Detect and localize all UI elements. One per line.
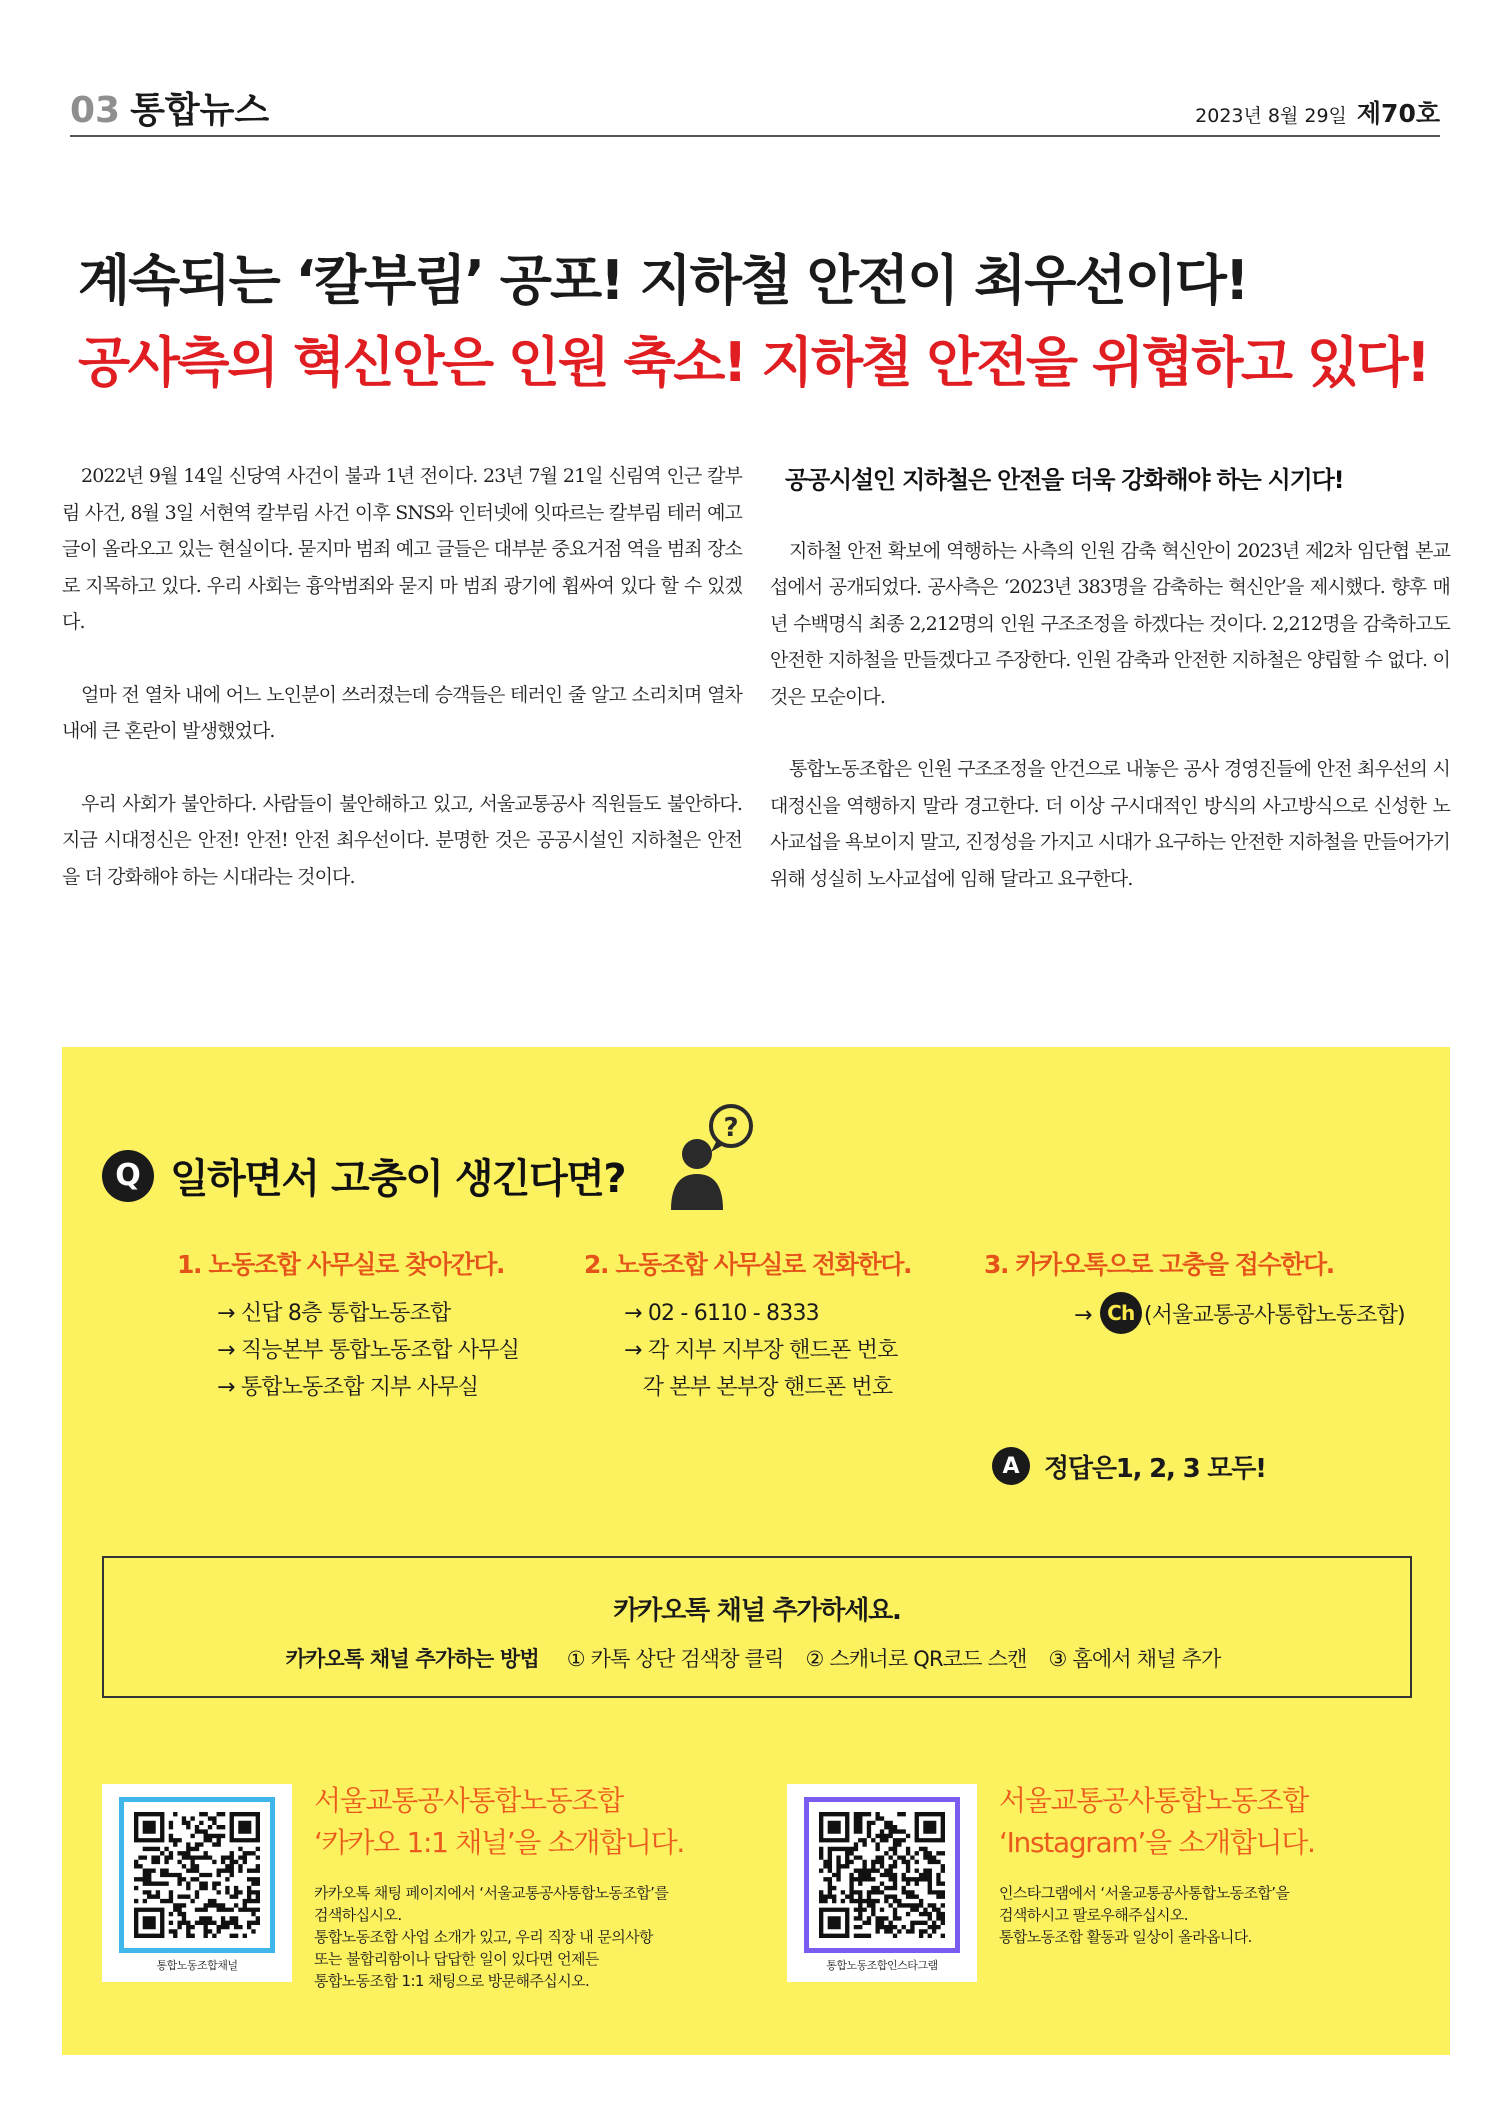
- info-line: 검색하십시오.: [314, 1906, 402, 1924]
- kakao-guide-label: 카카오톡 채널 추가하는 방법: [285, 1647, 539, 1671]
- issue-number: 제70호: [1356, 99, 1440, 128]
- method-visit-office: [177, 1245, 519, 1406]
- article-right-column: [770, 458, 1450, 933]
- info-line: 인스타그램에서 ‘서울교통공사통합노동조합’을: [999, 1884, 1290, 1902]
- a-badge: A: [992, 1447, 1030, 1485]
- info-body: [314, 1882, 684, 1992]
- kakao-guide-step: ① 카톡 상단 검색창 클릭: [566, 1647, 784, 1671]
- person-question-icon: [667, 1102, 759, 1214]
- page-header-section: [70, 82, 269, 133]
- page-number: 03: [70, 90, 121, 131]
- question-row: [102, 1147, 625, 1204]
- grievance-notice-box: [62, 1047, 1450, 2055]
- info-title: ‘카카오 1:1 채널’을 소개합니다.: [314, 1826, 684, 1859]
- headline-sub: 공사측의 혁신안은 인원 축소! 지하철 안전을 위협하고 있다!: [78, 331, 1429, 394]
- info-body: [999, 1882, 1315, 1948]
- header-divider: [70, 135, 1440, 137]
- method-item: → 신답 8층 통합노동조합: [217, 1301, 451, 1326]
- headline-main: 계속되는 ‘칼부림’ 공포! 지하철 안전이 최우선이다!: [78, 249, 1248, 312]
- answer-row: [992, 1447, 1266, 1485]
- article-paragraph: 지하철 안전 확보에 역행하는 사측의 인원 감축 혁신안이 2023년 제2차 임단협 본교섭에서 공개되었다. 공사측은 ‘2023년 383명을 감축하는 혁신안’을 제시했다. 향후 매년 수백명식 최종 2,212명의 인원 구조조정을 하겠다는 것이다. 2,212명을 감축하고도 안전한 지하철을 만들겠다고 주장한다. 인원 감축과 안전한 지하철은 양립할 수 없다. 이것은 모순이다.: [770, 539, 1450, 708]
- method-phone: [584, 1245, 911, 1406]
- kakao-guide-step: ② 스캐너로 QR코드 스캔: [805, 1647, 1027, 1671]
- kakao-channel-guide: [102, 1556, 1412, 1698]
- info-title: 서울교통공사통합노동조합: [314, 1784, 623, 1817]
- kakao-guide-steps: [104, 1643, 1410, 1673]
- kakao-guide-step: ③ 홈에서 채널 추가: [1048, 1647, 1221, 1671]
- qr-caption: 통합노동조합인스타그램: [826, 1959, 938, 1972]
- article-paragraph: 우리 사회가 불안하다. 사람들이 불안해하고 있고, 서울교통공사 직원들도 불안하다. 지금 시대정신은 안전! 안전! 안전 최우선이다. 분명한 것은 공공시설인 지하철은 안전을 더 강화해야 하는 시대라는 것이다.: [62, 792, 742, 888]
- method-item: [1074, 1295, 1405, 1337]
- info-title: ‘Instagram’을 소개합니다.: [999, 1826, 1315, 1859]
- kakao-channel-icon: Ch: [1100, 1292, 1142, 1334]
- q-badge: Q: [102, 1150, 154, 1202]
- answer-text: 정답은1, 2, 3 모두!: [1044, 1453, 1266, 1484]
- instagram-info: [999, 1780, 1315, 1948]
- article-subhead: 공공시설인 지하철은 안전을 더욱 강화해야 하는 시기다!: [785, 466, 1344, 494]
- kakao-qr-card: [102, 1784, 292, 1982]
- info-title: 서울교통공사통합노동조합: [999, 1784, 1308, 1817]
- issue-info: [1195, 94, 1440, 130]
- info-line: 또는 불합리함이나 답답한 일이 있다면 언제든: [314, 1950, 599, 1968]
- method-title: 3. 카카오톡으로 고충을 접수한다.: [984, 1250, 1334, 1279]
- method-item: 각 본부 본부장 핸드폰 번호: [624, 1375, 893, 1400]
- method-item: → 직능본부 통합노동조합 사무실: [217, 1338, 520, 1363]
- instagram-qr-card: [787, 1784, 977, 1982]
- qr-code-icon[interactable]: [819, 1812, 945, 1938]
- method-item: → 통합노동조합 지부 사무실: [217, 1375, 479, 1400]
- question-text: 일하면서 고충이 생긴다면?: [170, 1156, 626, 1202]
- article-paragraph: 얼마 전 열차 내에 어느 노인분이 쓰러졌는데 승객들은 테러인 줄 알고 소리치며 열차내에 큰 혼란이 발생했었다.: [62, 683, 742, 742]
- kakao-channel-name: (서울교통공사통합노동조합): [1143, 1303, 1405, 1328]
- info-line: 검색하시고 팔로우해주십시오.: [999, 1906, 1188, 1924]
- info-line: 카카오톡 채팅 페이지에서 ‘서울교통공사통합노동조합’를: [314, 1884, 669, 1902]
- arrow: →: [1074, 1303, 1092, 1328]
- info-line: 통합노동조합 활동과 일상이 올라옵니다.: [999, 1928, 1252, 1946]
- svg-text:?: ?: [723, 1113, 739, 1143]
- method-title: 2. 노동조합 사무실로 전화한다.: [584, 1250, 912, 1279]
- article-paragraph: 통합노동조합은 인원 구조조정을 안건으로 내놓은 공사 경영진들에 안전 최우선의 시대정신을 역행하지 말라 경고한다. 더 이상 구시대적인 방식의 사고방식으로 신성한 노사교섭을 욕보이지 말고, 진정성을 가지고 시대가 요구하는 안전한 지하철을 만들어가기 위해 성실히 노사교섭에 임해 달라고 요구한다.: [770, 758, 1450, 890]
- method-item: → 각 지부 지부장 핸드폰 번호: [624, 1338, 898, 1363]
- article-paragraph: 2022년 9월 14일 신당역 사건이 불과 1년 전이다. 23년 7월 21일 신림역 인근 칼부림 사건, 8월 3일 서현역 칼부림 사건 이후 SNS와 인터넷에 잇따르는 칼부림 테러 예고 글이 올라오고 있는 현실이다. 묻지마 범죄 예고 글들은 대부분 중요거점 역을 범죄 장소로 지목하고 있다. 우리 사회는 흉악범죄와 묻지 마 범죄 광기에 휩싸여 있다 할 수 있겠다.: [62, 465, 742, 633]
- kakao-channel-info: [314, 1780, 684, 1992]
- qr-code-icon[interactable]: [134, 1812, 260, 1938]
- issue-date: 2023년 8월 29일: [1195, 105, 1347, 127]
- method-title: 1. 노동조합 사무실로 찾아간다.: [177, 1250, 505, 1279]
- info-line: 통합노동조합 사업 소개가 있고, 우리 직장 내 문의사항: [314, 1928, 653, 1946]
- kakao-guide-title: 카카오톡 채널 추가하세요.: [613, 1596, 901, 1626]
- info-line: 통합노동조합 1:1 채팅으로 방문해주십시오.: [314, 1972, 590, 1990]
- qr-caption: 통합노동조합채널: [156, 1959, 238, 1972]
- article-left-column: [62, 458, 742, 931]
- section-name: 통합뉴스: [130, 90, 270, 131]
- method-item: → 02 - 6110 - 8333: [624, 1301, 819, 1326]
- method-kakaotalk: [984, 1245, 1405, 1337]
